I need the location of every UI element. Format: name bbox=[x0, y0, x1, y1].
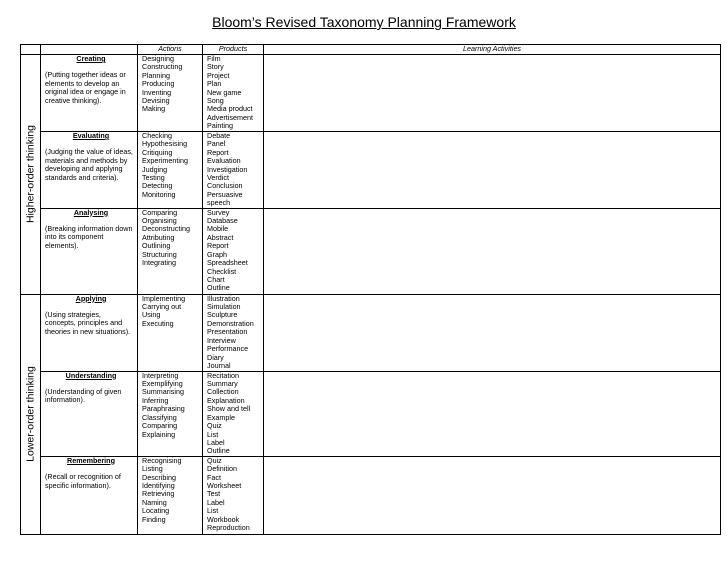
action-item: Detecting bbox=[142, 181, 173, 191]
level-row bbox=[21, 208, 721, 294]
action-item: Outlining bbox=[142, 241, 171, 251]
product-item: Plan bbox=[207, 79, 222, 89]
product-item: Report bbox=[207, 147, 229, 157]
action-item: Locating bbox=[142, 506, 170, 516]
product-item: Reproduction bbox=[207, 522, 250, 532]
action-item: Describing bbox=[142, 472, 176, 482]
band-label: Lower-order thinking bbox=[24, 366, 36, 463]
action-item: Identifying bbox=[142, 480, 175, 490]
product-item: Demonstration bbox=[207, 318, 254, 328]
action-item: Comparing bbox=[142, 421, 178, 431]
product-item: Conclusion bbox=[207, 181, 243, 191]
level-description: (Judging the value of ideas, materials and methods by developing and applying standards and criteria). bbox=[45, 147, 133, 182]
action-item: Inventing bbox=[142, 87, 172, 97]
product-item: Interview bbox=[207, 335, 236, 345]
actions-cell bbox=[138, 55, 203, 132]
level-cell bbox=[41, 371, 138, 456]
product-item: Investigation bbox=[207, 164, 248, 174]
product-item: Fact bbox=[207, 472, 221, 482]
action-item: Implementing bbox=[142, 294, 186, 303]
level-cell bbox=[41, 208, 138, 294]
level-cell bbox=[41, 294, 138, 371]
product-item: Advertisement bbox=[207, 112, 253, 122]
product-item: Quiz bbox=[207, 421, 222, 431]
products-cell bbox=[203, 456, 264, 534]
product-item: Verdict bbox=[207, 173, 229, 183]
products-header: Products bbox=[203, 45, 264, 55]
level-row bbox=[21, 132, 721, 209]
product-item: Painting bbox=[207, 121, 233, 131]
learning-activities-cell[interactable] bbox=[264, 208, 721, 294]
lower-order-band bbox=[21, 294, 41, 534]
product-item: Label bbox=[207, 497, 225, 507]
level-description: (Putting together ideas or elements to develop an original idea or engage in creative thinking). bbox=[45, 70, 126, 105]
product-item: Song bbox=[207, 96, 224, 106]
level-description: (Using strategies, concepts, principles and theories in new situations). bbox=[45, 310, 131, 336]
product-item: Recitation bbox=[207, 371, 239, 380]
action-item: Designing bbox=[142, 54, 174, 63]
product-item: Panel bbox=[207, 139, 226, 149]
action-item: Listing bbox=[142, 464, 163, 474]
action-item: Critiquing bbox=[142, 147, 173, 157]
header-row bbox=[21, 45, 721, 55]
action-item: Integrating bbox=[142, 258, 176, 268]
product-item: Test bbox=[207, 489, 221, 499]
action-item: Inferring bbox=[142, 395, 169, 405]
level-name: Applying bbox=[75, 294, 107, 303]
action-item: Naming bbox=[142, 497, 167, 507]
learning-activities-cell[interactable] bbox=[264, 456, 721, 534]
level-row bbox=[21, 371, 721, 456]
product-item: Outline bbox=[207, 446, 230, 456]
page-title: Bloom’s Revised Taxonomy Planning Framework bbox=[212, 14, 516, 30]
product-item: Performance bbox=[207, 344, 249, 354]
product-item: Journal bbox=[207, 360, 231, 370]
activities-header: Learning Activities bbox=[264, 45, 721, 55]
actions-cell bbox=[138, 456, 203, 534]
product-item: Label bbox=[207, 437, 225, 447]
action-item: Executing bbox=[142, 318, 174, 328]
product-item: Debate bbox=[207, 131, 231, 140]
taxonomy-table bbox=[20, 44, 721, 535]
product-item: Film bbox=[207, 54, 221, 63]
product-item: Mobile bbox=[207, 224, 229, 234]
level-name: Remembering bbox=[67, 456, 115, 465]
level-cell bbox=[41, 456, 138, 534]
learning-activities-cell[interactable] bbox=[264, 371, 721, 456]
action-item: Summarising bbox=[142, 387, 184, 397]
product-item: Collection bbox=[207, 387, 239, 397]
level-row bbox=[21, 294, 721, 371]
product-item: Database bbox=[207, 216, 238, 226]
action-item: Checking bbox=[142, 131, 172, 140]
action-item: Producing bbox=[142, 79, 175, 89]
product-item: Definition bbox=[207, 464, 237, 474]
action-item: Organising bbox=[142, 216, 177, 226]
product-item: Chart bbox=[207, 274, 225, 284]
product-item: Simulation bbox=[207, 302, 241, 312]
product-item: Report bbox=[207, 241, 229, 251]
level-row bbox=[21, 456, 721, 534]
action-item: Using bbox=[142, 310, 161, 320]
action-item: Attributing bbox=[142, 232, 175, 242]
action-item: Experimenting bbox=[142, 156, 188, 166]
product-item: Illustration bbox=[207, 294, 240, 303]
action-item: Classifying bbox=[142, 412, 177, 422]
product-item: Project bbox=[207, 70, 230, 80]
product-item: Presentation bbox=[207, 327, 248, 337]
level-header-cell bbox=[41, 45, 138, 55]
product-item: List bbox=[207, 429, 219, 439]
product-item: Survey bbox=[207, 208, 230, 217]
action-item: Interpreting bbox=[142, 371, 179, 380]
action-item: Making bbox=[142, 104, 166, 114]
action-item: Constructing bbox=[142, 62, 183, 72]
action-item: Finding bbox=[142, 514, 166, 524]
action-item: Exemplifying bbox=[142, 379, 183, 389]
action-item: Explaining bbox=[142, 429, 176, 439]
level-description: (Breaking information down into its component elements). bbox=[45, 224, 133, 250]
action-item: Devising bbox=[142, 96, 170, 106]
product-item: New game bbox=[207, 87, 242, 97]
action-item: Paraphrasing bbox=[142, 404, 185, 414]
level-cell bbox=[41, 55, 138, 132]
action-item: Structuring bbox=[142, 249, 177, 259]
product-item: Workbook bbox=[207, 514, 240, 524]
product-item: Media product bbox=[207, 104, 253, 114]
product-item: Worksheet bbox=[207, 480, 242, 490]
action-item: Judging bbox=[142, 164, 168, 174]
level-name: Understanding bbox=[65, 371, 117, 380]
band-header-cell bbox=[21, 45, 41, 55]
product-item: List bbox=[207, 506, 219, 516]
product-item: speech bbox=[207, 198, 231, 208]
product-item: Summary bbox=[207, 379, 238, 389]
product-item: Evaluation bbox=[207, 156, 241, 166]
level-description: (Understanding of given information). bbox=[45, 387, 122, 405]
action-item: Hypothesising bbox=[142, 139, 188, 149]
products-cell bbox=[203, 55, 264, 132]
product-item: Explanation bbox=[207, 395, 245, 405]
level-description: (Recall or recognition of specific information). bbox=[45, 472, 121, 490]
learning-activities-cell[interactable] bbox=[264, 55, 721, 132]
level-cell bbox=[41, 132, 138, 209]
learning-activities-cell[interactable] bbox=[264, 294, 721, 371]
product-item: Quiz bbox=[207, 456, 222, 465]
action-item: Carrying out bbox=[142, 302, 182, 312]
product-item: Sculpture bbox=[207, 310, 238, 320]
level-name: Analysing bbox=[73, 208, 109, 217]
product-item: Outline bbox=[207, 283, 230, 293]
action-item: Deconstructing bbox=[142, 224, 190, 234]
level-name: Creating bbox=[76, 54, 106, 63]
level-name: Evaluating bbox=[72, 131, 110, 140]
actions-cell bbox=[138, 208, 203, 294]
band-label: Higher-order thinking bbox=[24, 125, 36, 224]
actions-header: Actions bbox=[138, 45, 203, 55]
products-cell bbox=[203, 132, 264, 209]
actions-cell bbox=[138, 371, 203, 456]
product-item: Spreadsheet bbox=[207, 258, 248, 268]
actions-cell bbox=[138, 132, 203, 209]
product-item: Diary bbox=[207, 352, 224, 362]
product-item: Graph bbox=[207, 249, 227, 259]
level-row bbox=[21, 55, 721, 132]
product-item: Story bbox=[207, 62, 224, 72]
action-item: Testing bbox=[142, 173, 165, 183]
product-item: Persuasive bbox=[207, 189, 243, 199]
action-item: Planning bbox=[142, 70, 170, 80]
products-cell bbox=[203, 371, 264, 456]
products-cell bbox=[203, 294, 264, 371]
action-item: Retrieving bbox=[142, 489, 175, 499]
product-item: Abstract bbox=[207, 232, 234, 242]
action-item: Comparing bbox=[142, 208, 178, 217]
actions-cell bbox=[138, 294, 203, 371]
learning-activities-cell[interactable] bbox=[264, 132, 721, 209]
product-item: Checklist bbox=[207, 266, 237, 276]
higher-order-band bbox=[21, 55, 41, 295]
product-item: Example bbox=[207, 412, 235, 422]
products-cell bbox=[203, 208, 264, 294]
action-item: Monitoring bbox=[142, 189, 176, 199]
action-item: Recognising bbox=[142, 456, 182, 465]
product-item: Show and tell bbox=[207, 404, 251, 414]
